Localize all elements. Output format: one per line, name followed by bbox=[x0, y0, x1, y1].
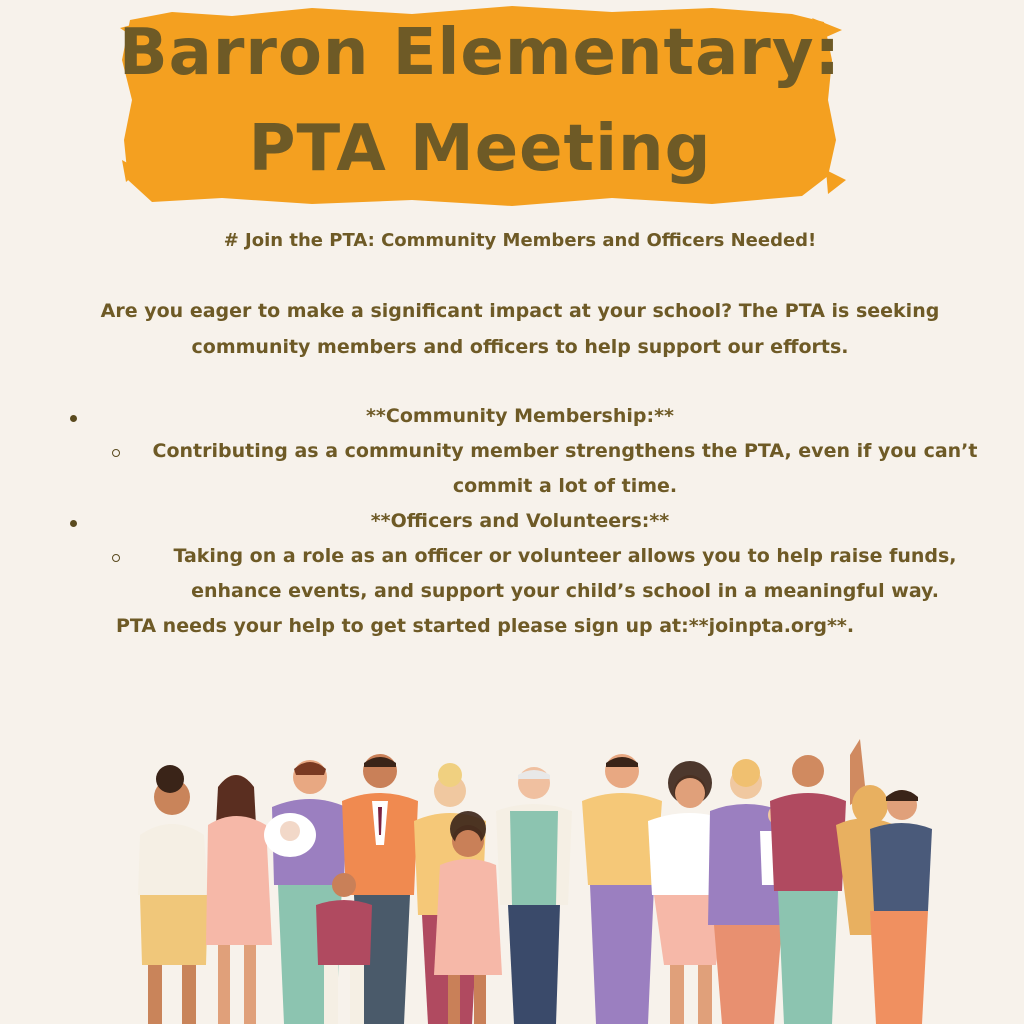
title-line-2: PTA Meeting bbox=[248, 112, 712, 186]
sub-bullet-circle bbox=[112, 554, 120, 562]
section-heading: # Join the PTA: Community Members and Officers Needed! bbox=[223, 230, 817, 251]
officers-title: **Officers and Volunteers:** bbox=[370, 510, 670, 532]
sub-item-community bbox=[60, 434, 980, 504]
person-figure bbox=[582, 754, 662, 1024]
title-banner bbox=[112, 0, 848, 212]
page-title bbox=[112, 0, 848, 212]
group-of-people-illustration bbox=[110, 735, 940, 1024]
bullet-dot bbox=[70, 415, 77, 422]
title-line-1: Barron Elementary: bbox=[118, 16, 842, 90]
officers-detail: Taking on a role as an officer or volunteer allows you to help raise funds, enhance events, and support your child’s school in a meaningful way. bbox=[173, 545, 957, 602]
person-figure bbox=[138, 765, 208, 1024]
community-title: **Community Membership:** bbox=[366, 405, 674, 427]
community-detail: Contributing as a community member strengthens the PTA, even if you can’t commit a lot of time. bbox=[152, 440, 978, 497]
list-item-community bbox=[60, 399, 980, 504]
list-item-officers bbox=[60, 504, 980, 609]
sub-bullet-circle bbox=[112, 449, 120, 457]
bullet-dot bbox=[70, 520, 77, 527]
person-figure bbox=[496, 767, 572, 1024]
flyer-content bbox=[60, 230, 980, 644]
sub-item-officers bbox=[60, 539, 980, 609]
info-list bbox=[60, 399, 980, 609]
person-figure bbox=[206, 775, 272, 1024]
intro-paragraph: Are you eager to make a significant impact at your school? The PTA is seeking community members and officers to help support our efforts. bbox=[100, 300, 940, 358]
signup-text: PTA needs your help to get started please sign up at:**joinpta.org**. bbox=[115, 615, 855, 637]
